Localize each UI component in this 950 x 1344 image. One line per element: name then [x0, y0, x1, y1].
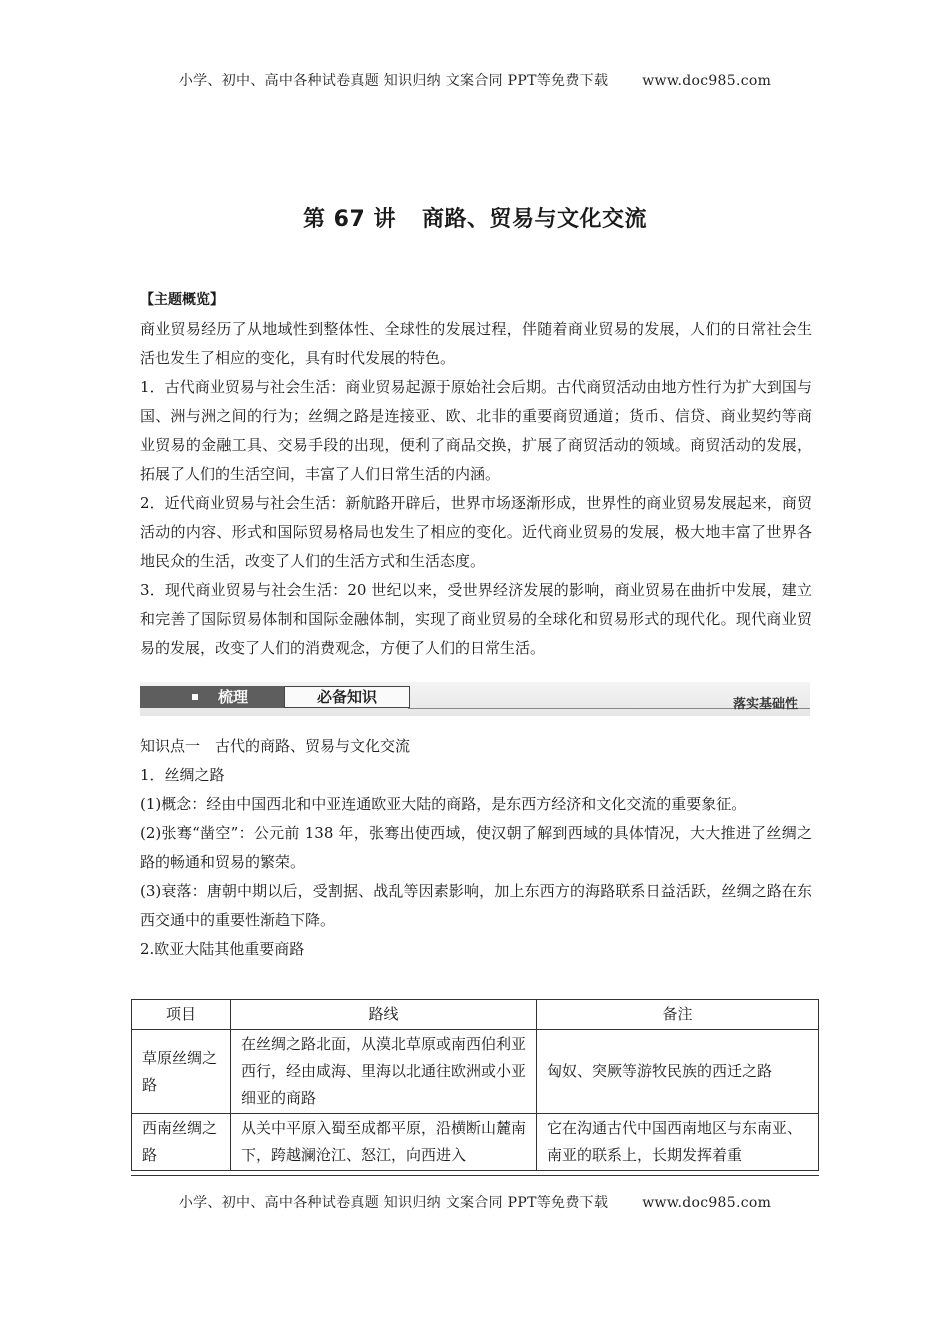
banner-right-label: 落实基础性: [732, 697, 798, 712]
page-footer: [0, 1192, 950, 1212]
overview-paragraph: 3．现代商业贸易与社会生活：20 世纪以来，受世界经济发展的影响，商业贸易在曲折中发展，建立和完善了国际贸易体制和国际金融体制，实现了商业贸易的全球化和贸易形式的现代化。现代商业贸易的发展，改变了人们的消费观念，方便了人们的日常生活。: [140, 581, 812, 657]
table-header-row: [132, 1000, 819, 1030]
table-header-cell: 路线: [231, 1000, 537, 1030]
overview-paragraph: 2．近代商业贸易与社会生活：新航路开辟后，世界市场逐渐形成，世界性的商业贸易发展起来，商贸活动的内容、形式和国际贸易格局也发生了相应的变化。近代商业贸易的发展，极大地丰富了世界各地民众的生活，改变了人们的生活方式和生活态度。: [140, 494, 812, 570]
page-header: [0, 70, 950, 90]
header-text: 小学、初中、高中各种试卷真题 知识归纳 文案合同 PPT等免费下载: [178, 73, 609, 89]
knowledge-point-title: 知识点一 古代的商路、贸易与文化交流: [140, 737, 411, 755]
table-row: [132, 1030, 819, 1114]
knowledge-item: (3)衰落：唐朝中期以后，受割据、战乱等因素影响，加上东西方的海路联系日益活跃，丝绸之路在东西交通中的重要性渐趋下降。: [140, 882, 812, 929]
table-row: [132, 1114, 819, 1171]
section-heading: 2.欧亚大陆其他重要商路: [140, 940, 305, 958]
section-heading: 1．丝绸之路: [140, 766, 225, 784]
table-header-cell: 备注: [537, 1000, 819, 1030]
trade-routes-table: [131, 999, 819, 1171]
knowledge-item: (2)张骞“凿空”：公元前 138 年，张骞出使西域，使汉朝了解到西域的具体情况，大大推进了丝绸之路的畅通和贸易的繁荣。: [140, 824, 812, 871]
square-bullet-icon: [192, 694, 198, 700]
lecture-number: 第 67 讲: [303, 207, 396, 232]
header-url[interactable]: www.doc985.com: [642, 73, 772, 89]
banner-box: [284, 686, 410, 708]
knowledge-item: (1)概念：经由中国西北和中亚连通欧亚大陆的商路，是东西方经济和文化交流的重要象征。: [140, 795, 747, 813]
footer-text: 小学、初中、高中各种试卷真题 知识归纳 文案合同 PPT等免费下载: [178, 1195, 609, 1211]
table-cell: 西南丝绸之路: [132, 1114, 231, 1171]
lecture-title: 商路、贸易与文化交流: [421, 207, 647, 232]
banner-dark-block: [140, 686, 284, 708]
table-cell: 在丝绸之路北面，从漠北草原或南西伯利亚西行，经由咸海、里海以北通往欧洲或小亚细亚的商路: [231, 1030, 537, 1114]
overview-heading: 【主题概览】: [140, 292, 224, 308]
table-bottom-rule: [131, 1175, 819, 1176]
table-cell: 它在沟通古代中国西南地区与东南亚、南亚的联系上，长期发挥着重: [537, 1114, 819, 1171]
table-header-cell: 项目: [132, 1000, 231, 1030]
table-cell: 从关中平原入蜀至成都平原，沿横断山麓南下，跨越澜沧江、怒江，向西进入: [231, 1114, 537, 1171]
table-cell: 匈奴、突厥等游牧民族的西迁之路: [537, 1030, 819, 1114]
section-banner: [140, 682, 810, 716]
footer-url[interactable]: www.doc985.com: [642, 1195, 772, 1211]
knowledge-section: [140, 732, 812, 964]
banner-label-knowledge: 必备知识: [316, 688, 377, 706]
overview-section: [140, 286, 812, 663]
overview-paragraph: 商业贸易经历了从地域性到整体性、全球性的发展过程，伴随着商业贸易的发展，人们的日常社会生活也发生了相应的变化，具有时代发展的特色。: [140, 320, 812, 367]
page-title: [0, 202, 950, 233]
overview-paragraph: 1．古代商业贸易与社会生活：商业贸易起源于原始社会后期。古代商贸活动由地方性行为扩大到国与国、洲与洲之间的行为；丝绸之路是连接亚、欧、北非的重要商贸通道；货币、信贷、商业契约等商业贸易的金融工具、交易手段的出现，便利了商品交换，扩展了商贸活动的领域。商贸活动的发展，拓展了人们的生活空间，丰富了人们日常生活的内涵。: [140, 378, 812, 483]
banner-label-sort: 梳理: [218, 688, 249, 706]
table-cell: 草原丝绸之路: [132, 1030, 231, 1114]
